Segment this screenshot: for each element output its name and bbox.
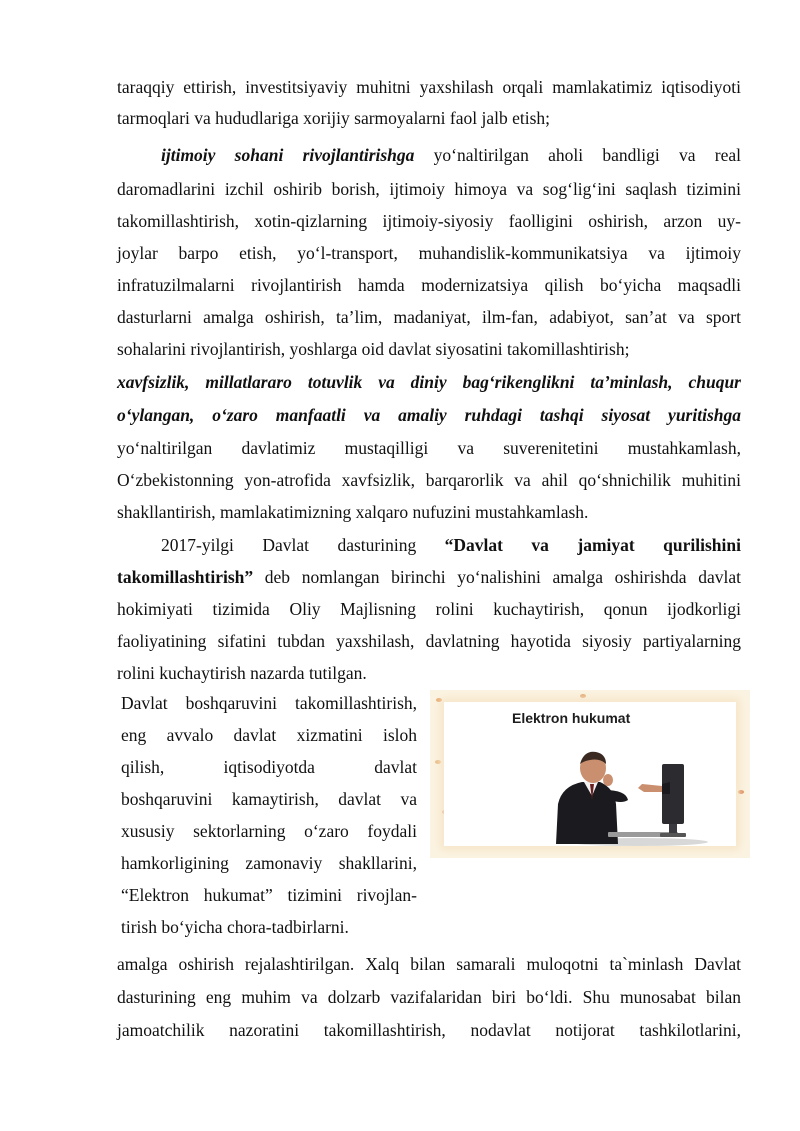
e-government-illustration	[430, 690, 750, 858]
text-line: hokimiyati tizimida Oliy Majlisning rolini kuchaytirish, qonun ijodkorligi	[117, 599, 741, 619]
text-line: yo‘naltirilgan davlatimiz mustaqilligi va suverenitetini mustahkamlash,	[117, 438, 741, 458]
program-title-bold: “Davlat va jamiyat qurilishini	[444, 535, 741, 555]
text-line: infratuzilmalarni rivojlantirish hamda modernizatsiya qilish bo‘yicha maqsadli	[117, 275, 741, 295]
text-line: faoliyatining sifatini tubdan yaxshilash, davlatning hayotida siyosiy partiyalarning	[117, 631, 741, 651]
leaf-decoration	[580, 694, 586, 698]
text-line: eng avvalo davlat xizmatini isloh	[121, 725, 417, 745]
text-span: yo‘naltirilgan aholi bandligi va real	[414, 145, 741, 165]
text-line: dasturining eng muhim va dolzarb vazifalaridan biri bo‘ldi. Shu munosabat bilan	[117, 987, 741, 1007]
emphasis-text: ijtimoiy sohani rivojlantirishga	[161, 145, 415, 165]
text-line: hamkorligining zamonaviy shakllarini,	[121, 853, 417, 873]
leaf-decoration	[436, 698, 442, 702]
leaf-decoration	[435, 760, 441, 764]
program-title-bold: takomillashtirish”	[117, 567, 254, 587]
text-line: shakllantirish, mamlakatimizning xalqaro nufuzini mustahkamlash.	[117, 502, 589, 522]
businessman-computer-icon	[538, 734, 738, 850]
emphasis-line: xavfsizlik, millatlararo totuvlik va diniy bag‘rikenglikni ta’minlash, chuqur	[117, 372, 741, 392]
text-line: rolini kuchaytirish nazarda tutilgan.	[117, 663, 367, 683]
text-line: dasturlarni amalga oshirish, ta’lim, madaniyat, ilm-fan, adabiyot, san’at va sport	[117, 307, 741, 327]
text-line: boshqaruvini kamaytirish, davlat va	[121, 789, 417, 809]
text-line: tirish bo‘yicha chora-tadbirlarni.	[121, 917, 349, 937]
text-line: daromadlarini izchil oshirib borish, ijtimoiy himoya va sog‘lig‘ini saqlash tizimini	[117, 179, 741, 199]
text-span: deb nomlangan birinchi yo‘nalishini amalga oshirishda davlat	[253, 567, 741, 587]
text-span: 2017-yilgi Davlat dasturining	[161, 535, 445, 555]
leaf-decoration	[738, 790, 744, 794]
emphasis-line: o‘ylangan, o‘zaro manfaatli va amaliy ruhdagi tashqi siyosat yuritishga	[117, 405, 741, 425]
text-line: xususiy sektorlarning o‘zaro foydali	[121, 821, 417, 841]
text-line: amalga oshirish rejalashtirilgan. Xalq bilan samarali muloqotni ta`minlash Davlat	[117, 954, 741, 974]
text-line: jamoatchilik nazoratini takomillashtirish, nodavlat notijorat tashkilotlarini,	[117, 1020, 741, 1040]
text-line	[161, 144, 741, 166]
image-title: Elektron hukumat	[512, 710, 631, 726]
text-line: sohalarini rivojlantirish, yoshlarga oid davlat siyosatini takomillashtirish;	[117, 339, 630, 359]
text-line: tarmoqlari va hududlariga xorijiy sarmoyalarni faol jalb etish;	[117, 108, 550, 128]
text-line	[161, 534, 741, 556]
text-line: takomillashtirish, xotin-qizlarning ijtimoiy-siyosiy faolligini oshirish, arzon uy-	[117, 211, 741, 231]
text-line: O‘zbekistonning yon-atrofida xavfsizlik, barqarorlik va ahil qo‘shnichilik muhitini	[117, 470, 741, 490]
text-line: taraqqiy ettirish, investitsiyaviy muhitni yaxshilash orqali mamlakatimiz iqtisodiyoti	[117, 77, 741, 97]
text-line	[117, 566, 741, 588]
text-line: joylar barpo etish, yo‘l-transport, muhandislik-kommunikatsiya va ijtimoiy	[117, 243, 741, 263]
text-line: “Elektron hukumat” tizimini rivojlan-	[121, 885, 417, 905]
text-line: Davlat boshqaruvini takomillashtirish,	[121, 693, 417, 713]
text-line: qilish, iqtisodiyotda davlat	[121, 757, 417, 777]
